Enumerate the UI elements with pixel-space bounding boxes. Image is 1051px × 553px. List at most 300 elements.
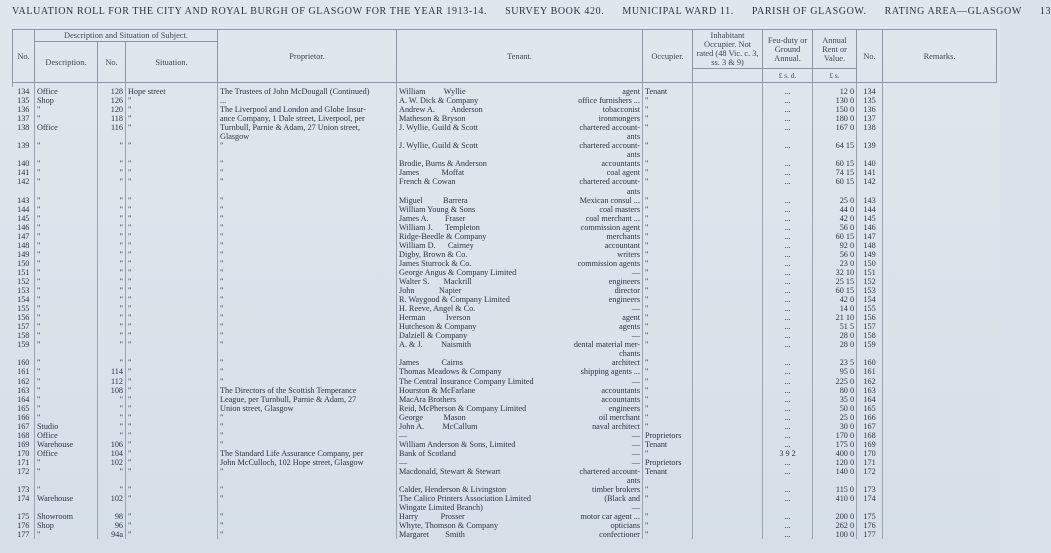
entry-situation: " <box>126 168 218 177</box>
entry-number: 175 <box>17 512 30 522</box>
col-no-right: No. <box>857 30 883 83</box>
entry-remarks <box>883 377 997 386</box>
tenant-occupation: chartered account- <box>579 177 641 187</box>
table-row <box>13 386 997 395</box>
table-row <box>13 205 997 214</box>
entry-street-number: 118 <box>98 114 126 123</box>
entry-number-right: 152 <box>857 277 883 286</box>
entry-street-number: " <box>98 232 126 241</box>
entry-street-number: 114 <box>98 367 126 376</box>
table-row <box>13 304 997 313</box>
tenant-occupation: agent <box>622 87 641 96</box>
entry-number: 141 <box>17 168 30 178</box>
entry-street-number: " <box>98 331 126 340</box>
entry-situation: " <box>126 358 218 367</box>
entry-feu-duty: ... <box>763 377 813 386</box>
entry-occupier: " <box>643 250 693 259</box>
table-row <box>13 187 997 196</box>
entry-occupier: " <box>643 449 693 458</box>
entry-occupier: " <box>643 259 693 268</box>
entry-tenant <box>397 404 643 413</box>
entry-feu-duty: ... <box>763 530 813 539</box>
entry-street-number: " <box>98 168 126 177</box>
entry-tenant <box>397 331 643 340</box>
entry-tenant <box>397 377 643 386</box>
entry-tenant <box>397 196 643 205</box>
entry-situation <box>126 476 218 485</box>
entry-occupier: " <box>643 114 693 123</box>
entry-proprietor: ance Company, 1 Dale street, Liverpool, per <box>218 114 397 123</box>
entry-description: " <box>35 322 98 331</box>
table-row <box>13 395 997 404</box>
entry-situation <box>126 132 218 141</box>
entry-inhabitant <box>693 232 763 241</box>
entry-inhabitant <box>693 340 763 349</box>
feu-units: £ s. d. <box>763 69 813 83</box>
entry-street-number: " <box>98 241 126 250</box>
entry-annual-rent: 140 0 <box>813 467 857 476</box>
tenant-name: French & Cowan <box>399 177 456 187</box>
entry-inhabitant <box>693 521 763 530</box>
table-row <box>13 159 997 168</box>
tenant-occupation: ants <box>626 132 641 142</box>
entry-remarks <box>883 286 997 295</box>
entry-tenant <box>397 322 643 331</box>
table-row <box>13 512 997 521</box>
table-row <box>13 431 997 440</box>
entry-tenant <box>397 96 643 105</box>
tenant-occupation: chartered account- <box>579 466 641 476</box>
entry-description: " <box>35 386 98 395</box>
entry-inhabitant <box>693 123 763 132</box>
entry-inhabitant <box>693 277 763 286</box>
entry-inhabitant <box>693 467 763 476</box>
tenant-occupation: engineers <box>608 276 641 286</box>
entry-annual-rent: 60 15 <box>813 232 857 241</box>
table-row <box>13 223 997 232</box>
entry-occupier: " <box>643 395 693 404</box>
entry-situation: " <box>126 340 218 349</box>
entry-tenant <box>397 485 643 494</box>
entry-annual-rent: 200 0 <box>813 512 857 521</box>
entry-number-right: 160 <box>857 358 883 367</box>
entry-tenant <box>397 250 643 259</box>
entry-description: " <box>35 241 98 250</box>
entry-occupier: " <box>643 512 693 521</box>
tenant-occupation: chartered account- <box>579 141 641 151</box>
entry-occupier: " <box>643 367 693 376</box>
entry-feu-duty: ... <box>763 177 813 186</box>
entry-situation <box>126 349 218 358</box>
entry-number-right: 150 <box>857 259 883 268</box>
entry-number: 174 <box>17 494 30 504</box>
entry-number-right: 177 <box>857 530 883 539</box>
tenant-occupation: director <box>614 286 641 296</box>
entry-number-right: 144 <box>857 205 883 214</box>
entry-tenant <box>397 367 643 376</box>
entry-inhabitant <box>693 295 763 304</box>
entry-situation: " <box>126 214 218 223</box>
tenant-occupation: accountants <box>601 394 641 404</box>
entry-feu-duty: ... <box>763 413 813 422</box>
entry-proprietor: " <box>218 331 397 340</box>
entry-feu-duty: ... <box>763 395 813 404</box>
entry-situation: " <box>126 521 218 530</box>
entry-tenant <box>397 449 643 458</box>
tenant-name: Brodie, Burns & Anderson <box>399 159 487 169</box>
table-row <box>13 96 997 105</box>
entry-number: 153 <box>17 286 30 296</box>
entry-proprietor: " <box>218 431 397 440</box>
entry-feu-duty: ... <box>763 313 813 322</box>
entry-situation: " <box>126 404 218 413</box>
entry-annual-rent: 60 15 <box>813 159 857 168</box>
entry-tenant <box>397 187 643 196</box>
entry-street-number <box>98 503 126 512</box>
entry-inhabitant <box>693 105 763 114</box>
entry-street-number: " <box>98 340 126 349</box>
tenant-name: Hutcheson & Company <box>399 322 477 332</box>
tenant-name: George Mason <box>399 412 466 422</box>
entry-number-right: 154 <box>857 295 883 304</box>
entry-inhabitant <box>693 268 763 277</box>
entry-occupier <box>643 187 693 196</box>
entry-proprietor: " <box>218 422 397 431</box>
entry-remarks <box>883 313 997 322</box>
entry-street-number: " <box>98 159 126 168</box>
entry-description: " <box>35 159 98 168</box>
entry-occupier <box>643 349 693 358</box>
table-row <box>13 105 997 114</box>
entry-annual-rent: 50 0 <box>813 404 857 413</box>
entry-remarks <box>883 150 997 159</box>
entry-inhabitant <box>693 304 763 313</box>
entry-situation <box>126 503 218 512</box>
entry-occupier <box>643 503 693 512</box>
entry-tenant <box>397 440 643 449</box>
entry-proprietor: " <box>218 295 397 304</box>
entry-situation: " <box>126 395 218 404</box>
entry-remarks <box>883 96 997 105</box>
entry-feu-duty: ... <box>763 250 813 259</box>
tenant-occupation: architect <box>611 358 641 368</box>
tenant-name: H. Reeve, Angel & Co. <box>399 304 476 314</box>
entry-feu-duty: ... <box>763 404 813 413</box>
entry-remarks <box>883 232 997 241</box>
entry-situation: " <box>126 141 218 150</box>
entry-inhabitant <box>693 377 763 386</box>
entry-inhabitant <box>693 431 763 440</box>
entry-inhabitant <box>693 87 763 96</box>
entry-remarks <box>883 250 997 259</box>
entry-number: 158 <box>17 331 30 341</box>
entry-remarks <box>883 413 997 422</box>
entry-remarks <box>883 449 997 458</box>
entry-tenant <box>397 431 643 440</box>
tenant-name: Herman Iverson <box>399 313 471 323</box>
tenant-occupation: — <box>631 430 641 440</box>
entry-description: " <box>35 105 98 114</box>
entry-feu-duty: ... <box>763 105 813 114</box>
entry-proprietor: John McCulloch, 102 Hope street, Glasgow <box>218 458 397 467</box>
entry-situation: " <box>126 123 218 132</box>
entry-description: Showroom <box>35 512 98 521</box>
entry-description: Warehouse <box>35 440 98 449</box>
entry-tenant <box>397 177 643 186</box>
entry-number <box>13 503 35 512</box>
entry-number: 169 <box>17 439 30 449</box>
tenant-occupation: accountant <box>604 240 641 250</box>
entry-number: 134 <box>17 87 30 96</box>
entry-situation: " <box>126 485 218 494</box>
entry-description: " <box>35 404 98 413</box>
entry-proprietor: " <box>218 367 397 376</box>
tenant-occupation: confectioner <box>599 530 641 540</box>
entry-proprietor: Union street, Glasgow <box>218 404 397 413</box>
entry-remarks <box>883 530 997 539</box>
entry-street-number: " <box>98 395 126 404</box>
entry-remarks <box>883 304 997 313</box>
entry-number: 157 <box>17 322 30 332</box>
entry-proprietor: " <box>218 530 397 539</box>
inhabitant-units <box>693 69 763 83</box>
table-row <box>13 322 997 331</box>
entry-inhabitant <box>693 349 763 358</box>
entry-number: 145 <box>17 213 30 223</box>
entry-inhabitant <box>693 159 763 168</box>
entry-street-number: 98 <box>98 512 126 521</box>
tenant-occupation: office furnishers ... <box>578 96 641 106</box>
page-number: 13 <box>1039 6 1051 17</box>
table-row <box>13 413 997 422</box>
entry-situation: " <box>126 331 218 340</box>
entry-street-number: " <box>98 259 126 268</box>
entry-tenant <box>397 87 643 96</box>
entry-inhabitant <box>693 241 763 250</box>
entry-number-right: 176 <box>857 521 883 530</box>
entry-annual-rent: 28 0 <box>813 331 857 340</box>
table-row <box>13 313 997 322</box>
entry-inhabitant <box>693 449 763 458</box>
entry-description: " <box>35 358 98 367</box>
entry-tenant <box>397 150 643 159</box>
table-row <box>13 340 997 349</box>
entry-tenant <box>397 214 643 223</box>
entry-description <box>35 187 98 196</box>
entry-number-right: 136 <box>857 105 883 114</box>
entry-inhabitant <box>693 485 763 494</box>
entry-description: " <box>35 259 98 268</box>
entry-feu-duty: ... <box>763 277 813 286</box>
entry-description: " <box>35 232 98 241</box>
table-row <box>13 286 997 295</box>
entry-proprietor: " <box>218 241 397 250</box>
entry-situation: " <box>126 494 218 503</box>
table-row <box>13 259 997 268</box>
entry-feu-duty: ... <box>763 123 813 132</box>
entry-number: 170 <box>17 448 30 458</box>
entry-occupier <box>643 150 693 159</box>
entry-remarks <box>883 187 997 196</box>
entry-street-number: 102 <box>98 458 126 467</box>
entry-number: 147 <box>17 231 30 241</box>
entry-tenant <box>397 141 643 150</box>
entry-proprietor: " <box>218 205 397 214</box>
table-row <box>13 349 997 358</box>
table-row <box>13 467 997 476</box>
table-row <box>13 331 997 340</box>
entry-occupier: " <box>643 313 693 322</box>
entry-situation: Hope street <box>126 87 218 96</box>
entry-number-right: 148 <box>857 241 883 250</box>
col-inhabitant-occupier: Inhabitant Occupier. Not rated (48 Vic. c. 3, ss. 3 & 9) <box>693 30 763 69</box>
entry-description: " <box>35 340 98 349</box>
entry-inhabitant <box>693 150 763 159</box>
entry-remarks <box>883 214 997 223</box>
tenant-name: James Cairns <box>399 358 463 368</box>
entry-occupier: " <box>643 223 693 232</box>
entry-number: 161 <box>17 367 30 377</box>
tenant-occupation: chartered account- <box>579 123 641 133</box>
tenant-name: John Napier <box>399 286 462 296</box>
entry-feu-duty: ... <box>763 114 813 123</box>
entry-feu-duty: ... <box>763 259 813 268</box>
tenant-occupation: merchants <box>606 231 641 241</box>
entry-street-number: 96 <box>98 521 126 530</box>
entry-proprietor: " <box>218 196 397 205</box>
col-tenant: Tenant. <box>397 30 643 83</box>
table-row <box>13 295 997 304</box>
entry-number: 172 <box>17 466 30 476</box>
entry-annual-rent: 56 0 <box>813 223 857 232</box>
entry-remarks <box>883 395 997 404</box>
entry-inhabitant <box>693 395 763 404</box>
entry-inhabitant <box>693 196 763 205</box>
entry-feu-duty: ... <box>763 512 813 521</box>
entry-proprietor: " <box>218 304 397 313</box>
entry-proprietor: " <box>218 358 397 367</box>
entry-description: " <box>35 313 98 322</box>
table-row <box>13 141 997 150</box>
entry-feu-duty <box>763 349 813 358</box>
entry-street-number: " <box>98 268 126 277</box>
tenant-name: Miguel Barrera <box>399 195 468 205</box>
entry-proprietor <box>218 503 397 512</box>
entry-description: " <box>35 286 98 295</box>
entry-tenant <box>397 286 643 295</box>
entry-remarks <box>883 322 997 331</box>
entry-description: Warehouse <box>35 494 98 503</box>
tenant-name: Thomas Meadows & Company <box>399 367 502 377</box>
entry-description: " <box>35 395 98 404</box>
entry-occupier: " <box>643 96 693 105</box>
tenant-occupation: engineers <box>608 403 641 413</box>
entry-tenant <box>397 386 643 395</box>
entry-description: " <box>35 458 98 467</box>
tenant-name: Ridge-Beedle & Company <box>399 231 487 241</box>
tenant-occupation: — <box>631 304 641 314</box>
table-row <box>13 503 997 512</box>
entry-proprietor: Glasgow <box>218 132 397 141</box>
entry-situation: " <box>126 241 218 250</box>
entry-inhabitant <box>693 494 763 503</box>
entry-description: " <box>35 467 98 476</box>
entry-occupier: " <box>643 340 693 349</box>
entry-annual-rent: 35 0 <box>813 395 857 404</box>
entry-proprietor: " <box>218 223 397 232</box>
entry-situation: " <box>126 367 218 376</box>
entry-proprietor: " <box>218 512 397 521</box>
col-proprietor: Proprietor. <box>218 30 397 83</box>
entry-street-number: " <box>98 177 126 186</box>
entry-number: 143 <box>17 195 30 205</box>
entry-occupier: " <box>643 521 693 530</box>
entry-proprietor: " <box>218 259 397 268</box>
entry-feu-duty: ... <box>763 223 813 232</box>
entry-number-right: 156 <box>857 313 883 322</box>
entry-feu-duty: ... <box>763 168 813 177</box>
tenant-occupation: ants <box>626 150 641 160</box>
entry-occupier: " <box>643 123 693 132</box>
tenant-name: Harry Prosser <box>399 512 465 522</box>
tenant-name: William Anderson & Sons, Limited <box>399 439 516 449</box>
entry-annual-rent: 23 5 <box>813 358 857 367</box>
entry-remarks <box>883 223 997 232</box>
entry-remarks <box>883 503 997 512</box>
tenant-occupation: dental material mer- <box>573 340 641 350</box>
entry-annual-rent: 225 0 <box>813 377 857 386</box>
tenant-name: William Wyllie <box>399 87 466 96</box>
entry-proprietor: " <box>218 521 397 530</box>
entry-annual-rent: 28 0 <box>813 340 857 349</box>
entry-annual-rent: 44 0 <box>813 205 857 214</box>
entry-description: " <box>35 331 98 340</box>
entry-feu-duty: ... <box>763 268 813 277</box>
entry-annual-rent: 175 0 <box>813 440 857 449</box>
entry-remarks <box>883 159 997 168</box>
table-row <box>13 440 997 449</box>
tenant-name: Bank of Scotland <box>399 448 456 458</box>
entry-tenant <box>397 268 643 277</box>
tenant-occupation: ants <box>626 186 641 196</box>
entry-remarks <box>883 241 997 250</box>
entry-description: " <box>35 196 98 205</box>
tenant-occupation: oil merchant <box>598 412 641 422</box>
entry-street-number: " <box>98 304 126 313</box>
entry-number-right: 147 <box>857 232 883 241</box>
entry-description: Office <box>35 123 98 132</box>
tenant-name: A. & J. Naismith <box>399 340 472 350</box>
entry-description: " <box>35 277 98 286</box>
entry-occupier: " <box>643 404 693 413</box>
col-description: Description. <box>35 42 98 83</box>
entry-street-number: " <box>98 431 126 440</box>
entry-situation: " <box>126 413 218 422</box>
entry-number: 152 <box>17 276 30 286</box>
entry-description: " <box>35 268 98 277</box>
entry-number-right: 164 <box>857 395 883 404</box>
tenant-occupation: (Black and <box>604 494 641 504</box>
entry-street-number: " <box>98 214 126 223</box>
entry-feu-duty: ... <box>763 159 813 168</box>
entry-proprietor: " <box>218 494 397 503</box>
entry-description: " <box>35 413 98 422</box>
tenant-occupation: motor car agent ... <box>580 512 641 522</box>
tenant-occupation: shipping agents ... <box>580 367 641 377</box>
entry-situation: " <box>126 286 218 295</box>
entry-annual-rent: 170 0 <box>813 431 857 440</box>
entry-number: 138 <box>17 123 30 133</box>
